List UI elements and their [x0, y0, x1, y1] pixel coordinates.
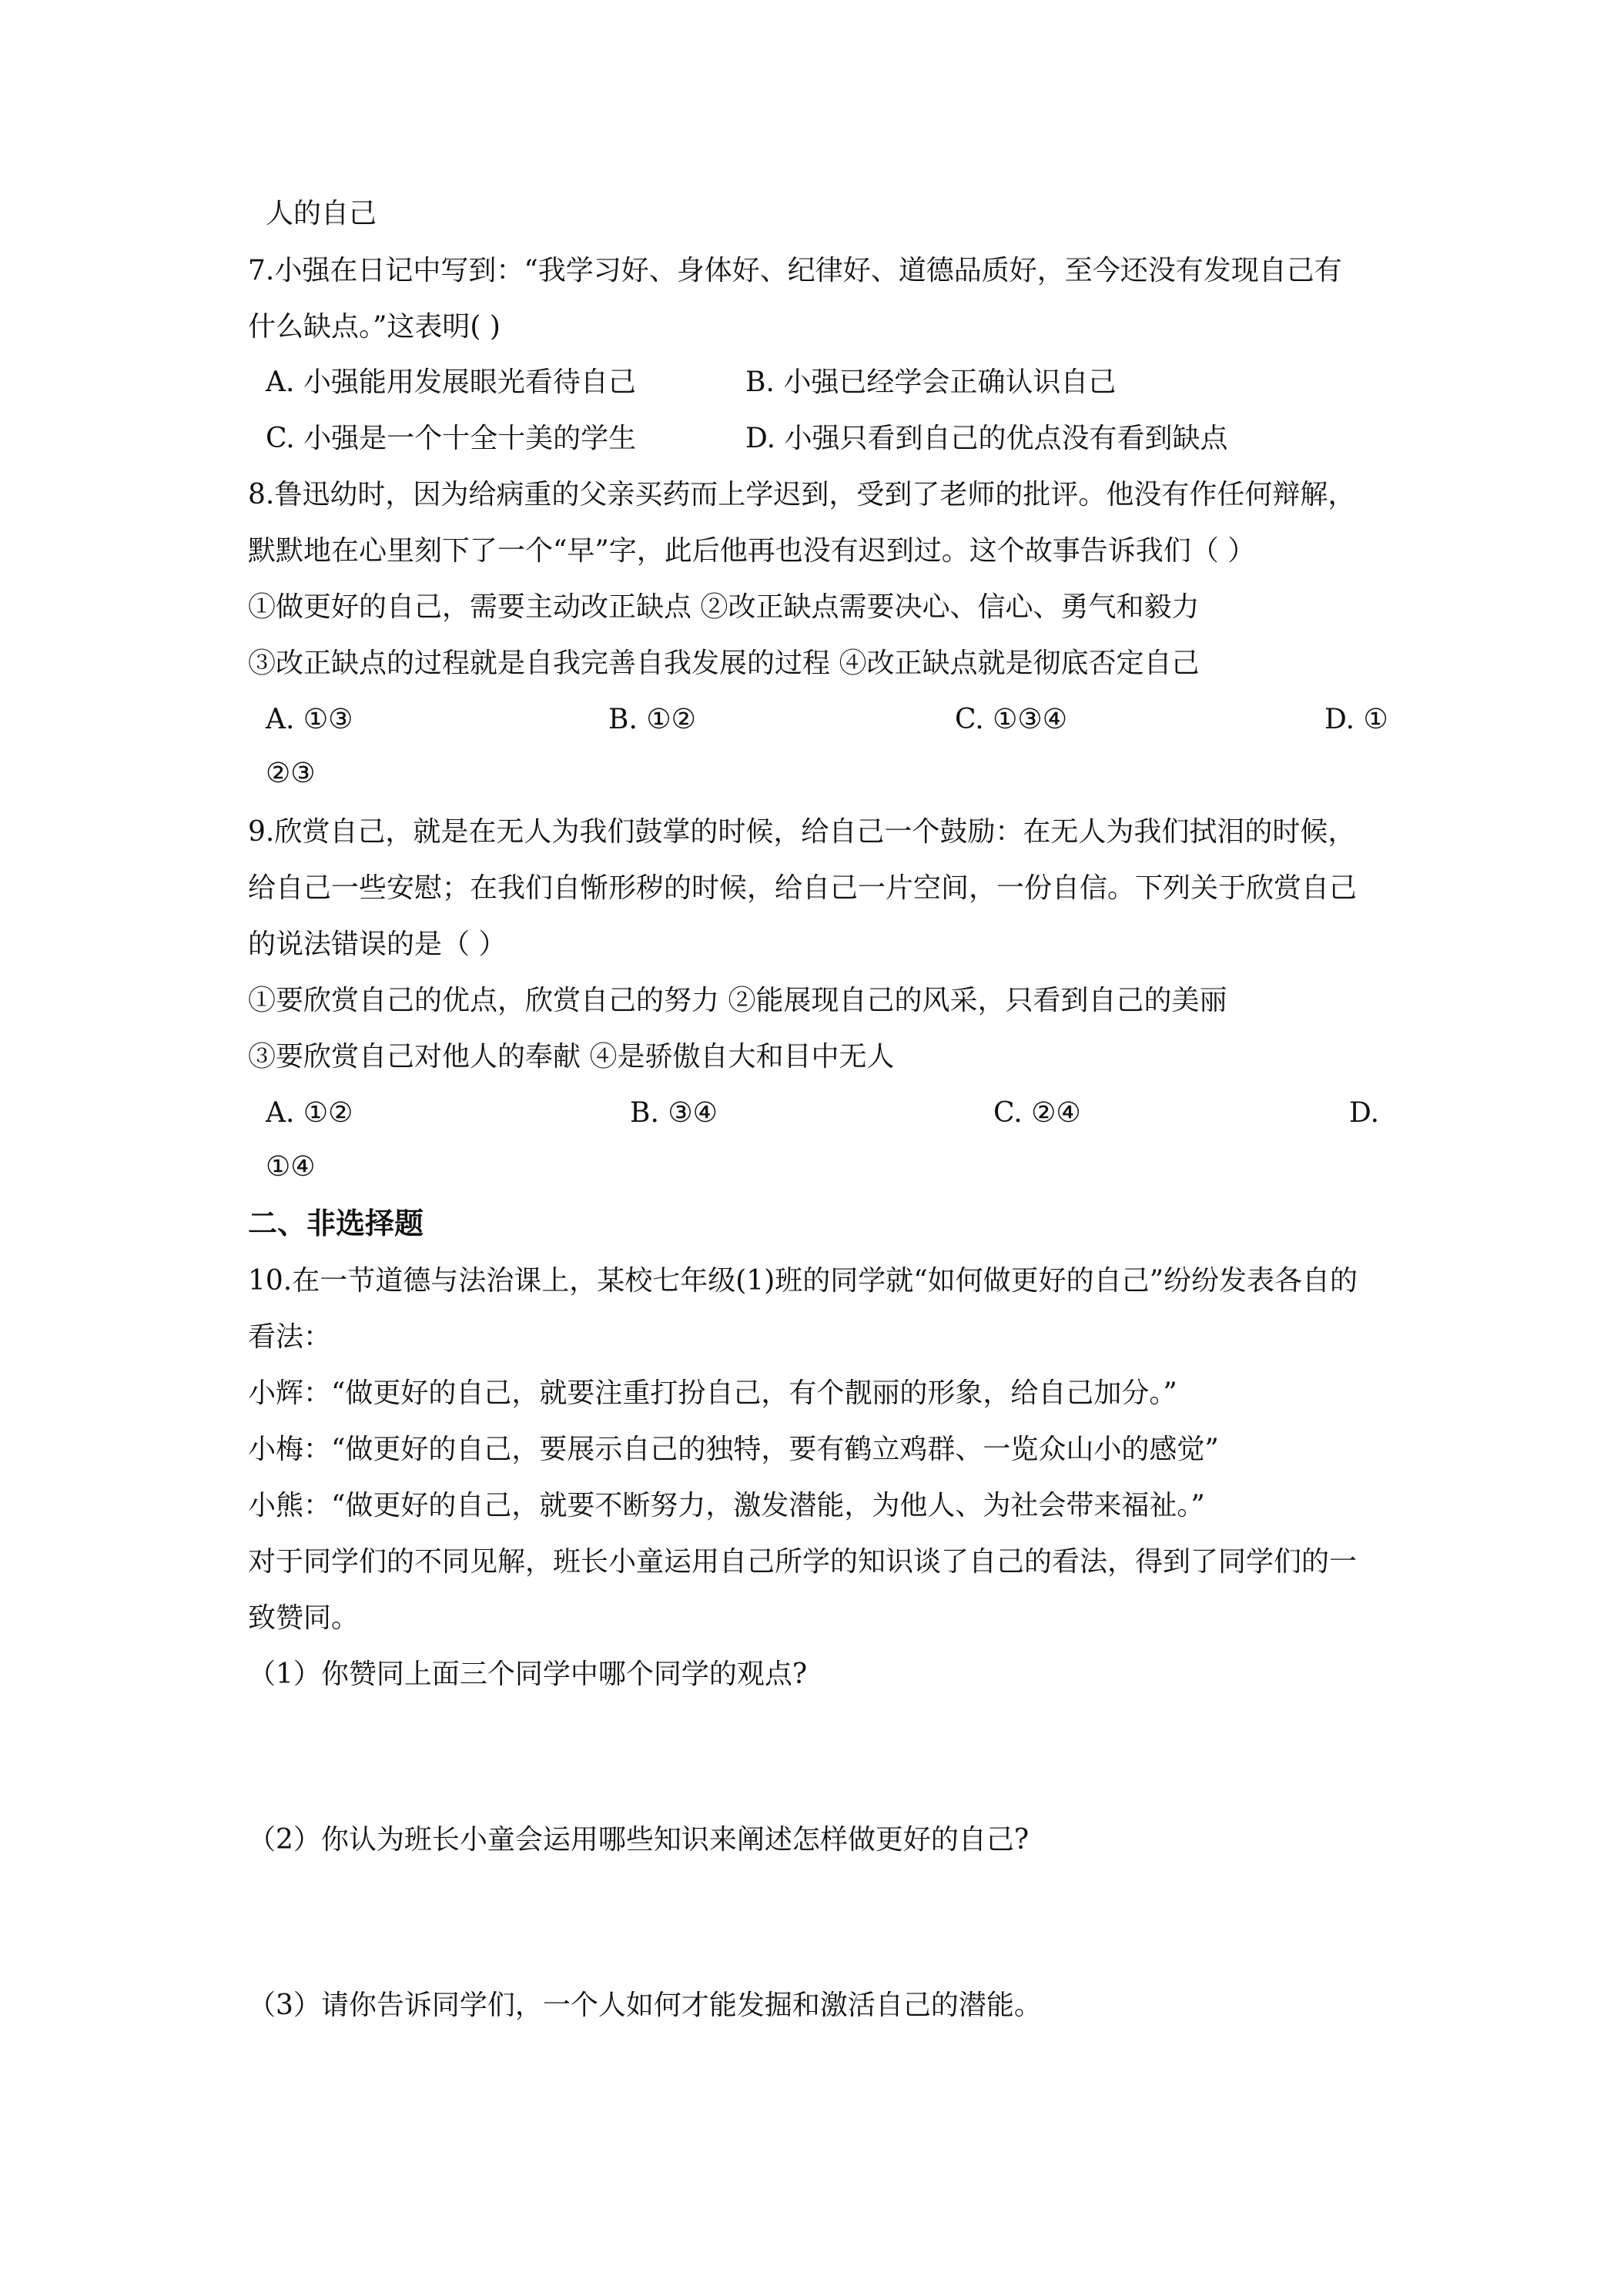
- q10-stem-line-2: 看法：: [248, 1321, 332, 1353]
- q7-option-b: B. 小强已经学会正确认识自己: [745, 366, 1117, 398]
- q9-option-c: C. ②④: [993, 1097, 1081, 1129]
- q7-option-d: D. 小强只看到自己的优点没有看到缺点: [745, 423, 1228, 454]
- q9-option-b: B. ③④: [630, 1097, 718, 1129]
- q7-stem-line-2: 什么缺点。”这表明( ): [248, 311, 501, 343]
- q8-option-a: A. ①③: [266, 704, 353, 735]
- q9-stem-line-1: 9.欣赏自己，就是在无人为我们鼓掌的时候，给自己一个鼓励：在无人为我们拭泪的时候，: [248, 816, 1356, 848]
- q8-option-d: D. ①: [1324, 704, 1388, 735]
- q8-option-c: C. ①③④: [955, 704, 1067, 735]
- q10-quote-xiaohui: 小辉：“做更好的自己，就要注重打扮自己，有个靓丽的形象，给自己加分。”: [248, 1377, 1177, 1409]
- section-heading: 二、非选择题: [248, 1207, 424, 1240]
- q10-quote-xiaoxiong: 小熊：“做更好的自己，就要不断努力，激发潜能，为他人、为社会带来福祉。”: [248, 1490, 1205, 1521]
- q10-summary-line-2: 致赞同。: [248, 1602, 360, 1634]
- q8-stem-line-2: 默默地在心里刻下了一个“早”字，此后他再也没有迟到过。这个故事告诉我们（ ）: [248, 535, 1256, 567]
- q10-subquestion-3: （3）请你告诉同学们，一个人如何才能发掘和激活自己的潜能。: [248, 1990, 1042, 2021]
- q9-option-d: D.: [1349, 1097, 1380, 1129]
- q8-statements-line-2: ③改正缺点的过程就是自我完善自我发展的过程 ④改正缺点就是彻底否定自己: [248, 648, 1200, 679]
- q9-stem-line-3: 的说法错误的是（ ）: [248, 929, 507, 960]
- q9-stem-line-2: 给自己一些安慰；在我们自惭形秽的时候，给自己一片空间，一份自信。下列关于欣赏自己: [248, 872, 1358, 904]
- q10-quote-xiaomei: 小梅：“做更好的自己，要展示自己的独特，要有鹤立鸡群、一览众山小的感觉”: [248, 1434, 1219, 1465]
- q8-statements-line-1: ①做更好的自己，需要主动改正缺点 ②改正缺点需要决心、信心、勇气和毅力: [248, 591, 1200, 623]
- q8-stem-line-1: 8.鲁迅幼时，因为给病重的父亲买药而上学迟到，受到了老师的批评。他没有作任何辩解，: [248, 479, 1356, 510]
- q10-subquestion-2: （2）你认为班长小童会运用哪些知识来阐述怎样做更好的自己?: [248, 1824, 1030, 1856]
- q9-option-d-continued: ①④: [266, 1151, 316, 1183]
- continuation-line: 人的自己: [266, 198, 377, 229]
- q7-option-a: A. 小强能用发展眼光看待自己: [266, 366, 636, 398]
- q8-option-b: B. ①②: [608, 704, 696, 735]
- q10-stem-line-1: 10.在一节道德与法治课上，某校七年级(1)班的同学就“如何做更好的自己”纷纷发表各自的: [248, 1265, 1358, 1297]
- q9-option-a: A. ①②: [266, 1097, 353, 1129]
- q9-statements-line-2: ③要欣赏自己对他人的奉献 ④是骄傲自大和目中无人: [248, 1041, 895, 1073]
- q10-subquestion-1: （1）你赞同上面三个同学中哪个同学的观点?: [248, 1658, 808, 1690]
- q7-stem-line-1: 7.小强在日记中写到：“我学习好、身体好、纪律好、道德品质好，至今还没有发现自己有: [248, 255, 1342, 286]
- q7-option-c: C. 小强是一个十全十美的学生: [266, 423, 637, 454]
- q8-option-d-continued: ②③: [266, 758, 316, 789]
- q10-summary-line-1: 对于同学们的不同见解，班长小童运用自己所学的知识谈了自己的看法，得到了同学们的一: [248, 1546, 1358, 1578]
- q9-statements-line-1: ①要欣赏自己的优点，欣赏自己的努力 ②能展现自己的风采，只看到自己的美丽: [248, 985, 1227, 1016]
